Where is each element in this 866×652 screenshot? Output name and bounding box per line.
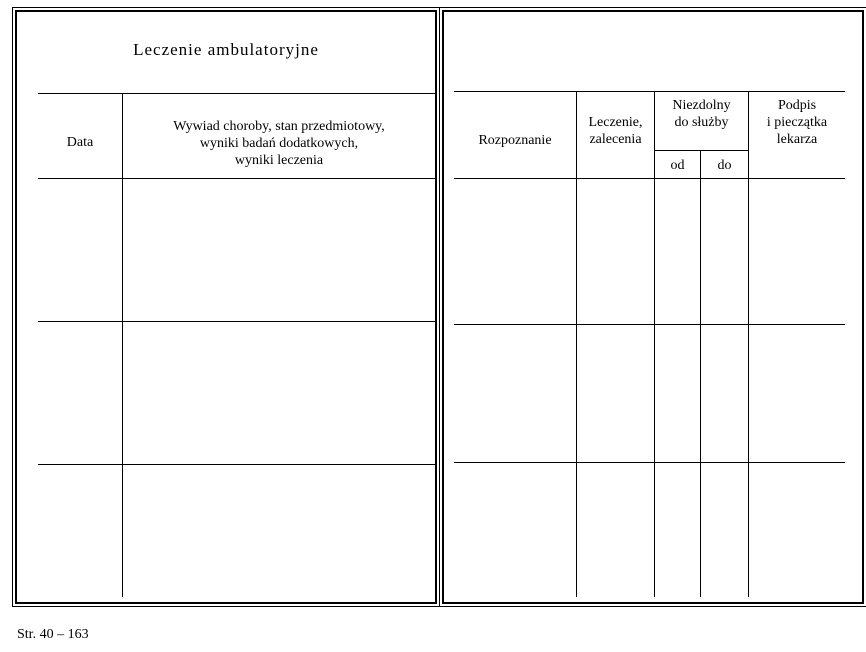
page-reference: Str. 40 – 163 (17, 627, 89, 642)
column-divider (748, 91, 749, 597)
column-header-to: do (717, 158, 732, 173)
column-header-treatment: Leczenie, zalecenia (588, 115, 643, 147)
row-divider (38, 464, 435, 465)
right-page (442, 10, 864, 604)
page-title: Leczenie ambulatoryjne (133, 40, 319, 59)
row-divider (38, 321, 435, 322)
column-header-history: Wywiad choroby, stan przedmiotowy, wyniki badań dodatkowych, wyniki leczenia (173, 119, 385, 168)
column-header-date: Data (66, 135, 94, 150)
column-divider (576, 91, 577, 597)
column-divider (700, 150, 701, 597)
row-divider (454, 324, 845, 325)
subheader-rule (654, 150, 748, 151)
column-header-from: od (670, 158, 685, 173)
column-header-unfit: Niezdolny do służby (672, 98, 731, 130)
row-divider (454, 462, 845, 463)
left-page (15, 10, 437, 604)
header-top-rule (38, 93, 435, 94)
column-header-diagnosis: Rozpoznanie (478, 133, 552, 148)
header-bottom-rule (38, 178, 435, 179)
header-bottom-rule (454, 178, 845, 179)
column-header-signature: Podpis i pieczątka lekarza (766, 98, 828, 147)
header-top-rule (454, 91, 845, 92)
